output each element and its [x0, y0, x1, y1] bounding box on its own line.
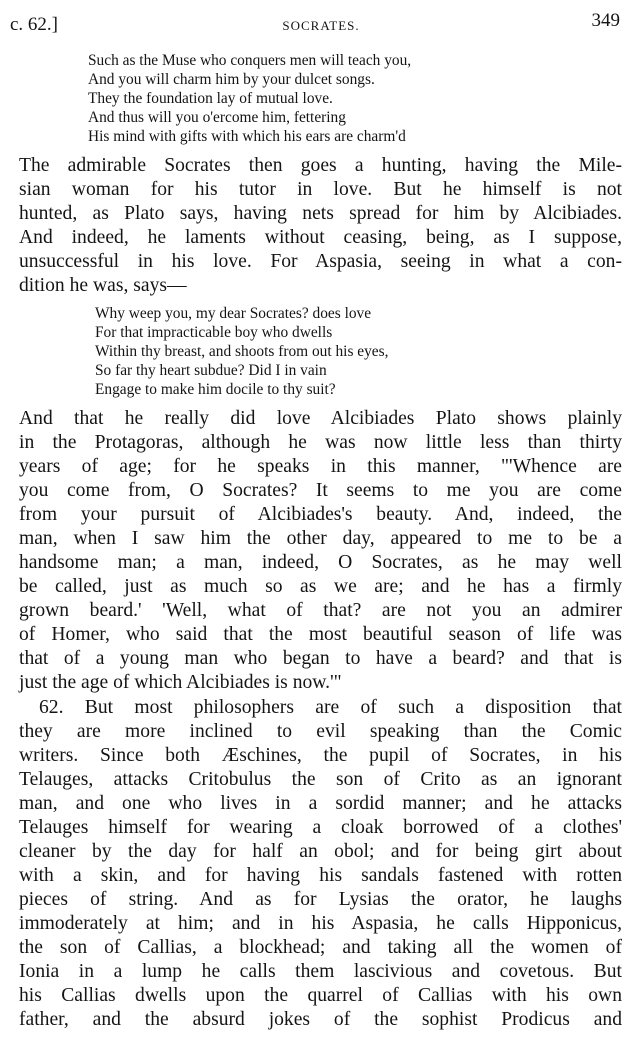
- text-line: And that he really did love Alcibiades Plato shows plainly: [19, 408, 622, 429]
- text-line: And indeed, he laments without ceasing, being, as I suppose,: [19, 227, 622, 248]
- text-line: father, and the absurd jokes of the sophist Prodicus and: [19, 1009, 622, 1030]
- chapter-reference: c. 62.]: [10, 14, 59, 35]
- text-line: his Callias dwells upon the quarrel of Callias with his own: [19, 985, 622, 1006]
- text-line: in the Protagoras, although he was now little less than thirty: [19, 432, 622, 453]
- text-line: pieces of string. And as for Lysias the orator, he laughs: [19, 889, 622, 910]
- text-line: you come from, O Socrates? It seems to me you are come: [19, 480, 622, 501]
- text-line: The admirable Socrates then goes a hunting, having the Mile-: [19, 155, 622, 176]
- text-line: grown beard.' 'Well, what of that? are not you an admirer: [19, 600, 622, 621]
- text-line: of Homer, who said that the most beautiful season of life was: [19, 624, 622, 645]
- verse-line: Engage to make him docile to thy suit?: [95, 381, 336, 398]
- verse-line: His mind with gifts with which his ears are charm'd: [88, 128, 406, 145]
- text-line: dition he was, says—: [19, 275, 187, 296]
- text-line: just the age of which Alcibiades is now.'": [19, 672, 342, 693]
- text-line: unsuccessful in his love. For Aspasia, seeing in what a con-: [19, 251, 622, 272]
- text-line: they are more inclined to evil speaking than the Comic: [19, 721, 622, 742]
- text-line: be called, just as much so as we are; and he has a firmly: [19, 576, 622, 597]
- page-number: 349: [591, 10, 620, 31]
- text-line: Telauges himself for wearing a cloak borrowed of a clothes': [19, 817, 622, 838]
- text-line: that of a young man who began to have a beard? and that is: [19, 648, 622, 669]
- text-line: hunted, as Plato says, having nets spread for him by Alcibiades.: [19, 203, 622, 224]
- text-line: from your pursuit of Alcibiades's beauty. And, indeed, the: [19, 504, 622, 525]
- verse-line: Within thy breast, and shoots from out his eyes,: [95, 343, 389, 360]
- text-line: 62. But most philosophers are of such a disposition that: [39, 697, 622, 718]
- text-line: man, and one who lives in a sordid manner; and he attacks: [19, 793, 622, 814]
- text-line: handsome man; a man, indeed, O Socrates, as he may well: [19, 552, 622, 573]
- text-line: immoderately at him; and in his Aspasia, he calls Hipponicus,: [19, 913, 622, 934]
- text-line: Ionia in a lump he calls them lascivious and covetous. But: [19, 961, 622, 982]
- text-line: cleaner by the day for half an obol; and for being girt about: [19, 841, 622, 862]
- text-line: Telauges, attacks Critobulus the son of Crito as an ignorant: [19, 769, 622, 790]
- verse-line: And thus will you o'ercome him, fettering: [88, 109, 346, 126]
- verse-line: So far thy heart subdue? Did I in vain: [95, 362, 327, 379]
- verse-line: Such as the Muse who conquers men will teach you,: [88, 52, 412, 69]
- running-header: [0, 6, 642, 36]
- verse-line: And you will charm him by your dulcet songs.: [88, 71, 375, 88]
- verse-line: They the foundation lay of mutual love.: [88, 90, 333, 107]
- text-line: years of age; for he speaks in this manner, "'Whence are: [19, 456, 622, 477]
- text-line: sian woman for his tutor in love. But he himself is not: [19, 179, 622, 200]
- text-line: man, when I saw him the other day, appeared to me to be a: [19, 528, 622, 549]
- text-line: with a skin, and for having his sandals fastened with rotten: [19, 865, 622, 886]
- text-line: writers. Since both Æschines, the pupil of Socrates, in his: [19, 745, 622, 766]
- running-title: SOCRATES.: [282, 18, 360, 33]
- verse-line: For that impracticable boy who dwells: [95, 324, 333, 341]
- verse-line: Why weep you, my dear Socrates? does love: [95, 305, 372, 322]
- text-line: the son of Callias, a blockhead; and taking all the women of: [19, 937, 622, 958]
